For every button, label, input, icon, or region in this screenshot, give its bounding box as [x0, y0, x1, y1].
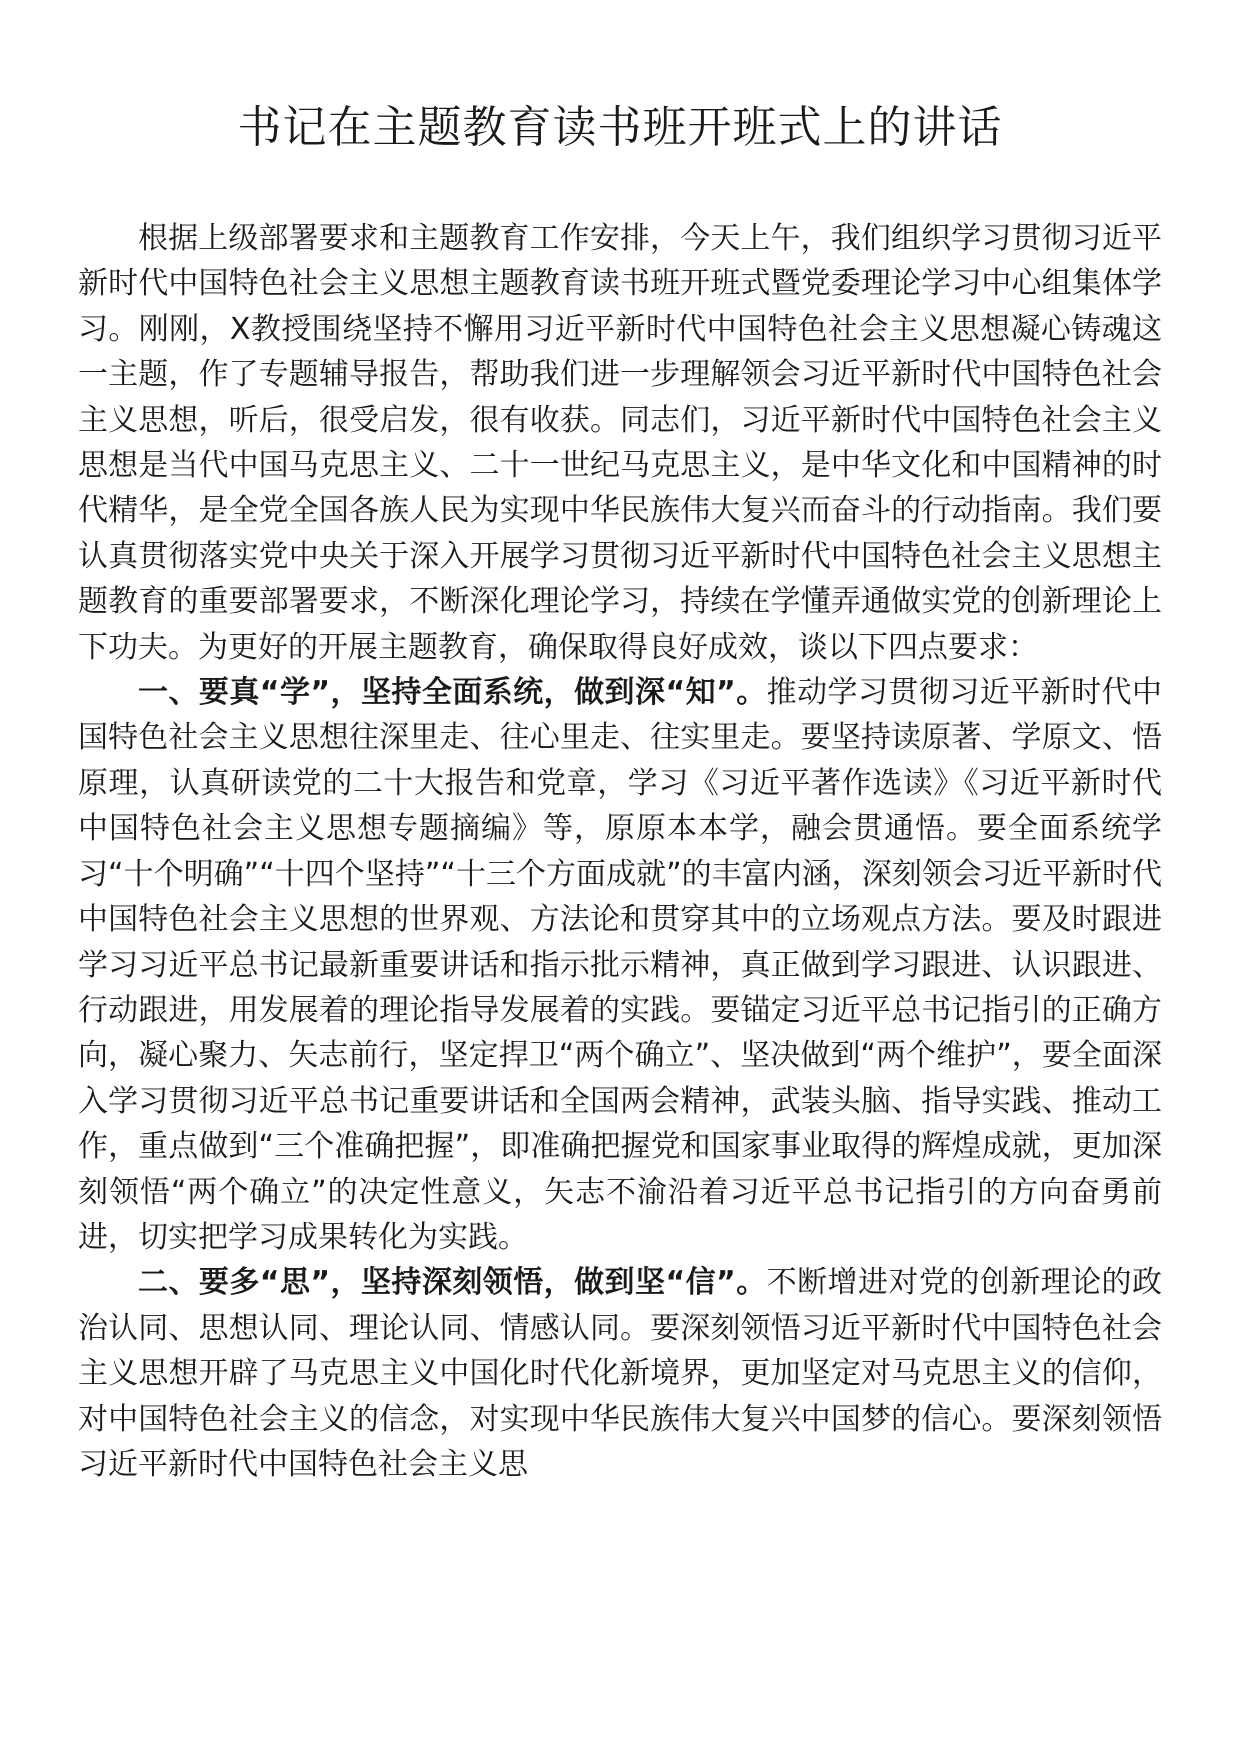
paragraph-point-one — [78, 670, 1162, 1260]
document-title: 书记在主题教育读书班开班式上的讲话 — [237, 102, 1003, 153]
paragraph-point-two — [78, 1260, 1162, 1487]
paragraph-text: 不断增进对党的创新理论的政治认同、思想认同、理论认同、情感认同。要深刻领悟习近平新时代中国特色社会主义思想开辟了马克思主义中国化时代化新境界，更加坚定对马克思主义的信仰，对中国特色社会主义的信念，对实现中华民族伟大复兴中国梦的信心。要深刻领悟习近平新时代中国特色社会主义思 — [78, 1265, 1162, 1482]
paragraph-text: 根据上级部署要求和主题教育工作安排，今天上午，我们组织学习贯彻习近平新时代中国特色社会主义思想主题教育读书班开班式暨党委理论学习中心组集体学习。刚刚，X教授围绕坚持不懈用习近平新时代中国特色社会主义思想凝心铸魂这一主题，作了专题辅导报告，帮助我们进一步理解领会习近平新时代中国特色社会主义思想，听后，很受启发，很有收获。同志们，习近平新时代中国特色社会主义思想是当代中国马克思主义、二十一世纪马克思主义，是中华文化和中国精神的时代精华，是全党全国各族人民为实现中华民族伟大复兴而奋斗的行动指南。我们要认真贯彻落实党中央关于深入开展学习贯彻习近平新时代中国特色社会主义思想主题教育的重要部署要求，不断深化理论学习，持续在学懂弄通做实党的创新理论上下功夫。为更好的开展主题教育，确保取得良好成效，谈以下四点要求： — [78, 221, 1162, 665]
paragraph-heading: 一、要真“学”，坚持全面系统，做到深“知”。 — [138, 675, 767, 711]
paragraph-heading: 二、要多“思”，坚持深刻领悟，做到坚“信”。 — [138, 1265, 767, 1301]
paragraph-intro — [78, 216, 1162, 670]
paragraph-text: 推动学习贯彻习近平新时代中国特色社会主义思想往深里走、往心里走、往实里走。要坚持读原著、学原文、悟原理，认真研读党的二十大报告和党章，学习《习近平著作选读》《习近平新时代中国特色社会主义思想专题摘编》等，原原本本学，融会贯通悟。要全面系统学习“十个明确”“十四个坚持”“十三个方面成就”的丰富内涵，深刻领会习近平新时代中国特色社会主义思想的世界观、方法论和贯穿其中的立场观点方法。要及时跟进学习习近平总书记最新重要讲话和指示批示精神，真正做到学习跟进、认识跟进、行动跟进，用发展着的理论指导发展着的实践。要锚定习近平总书记指引的正确方向，凝心聚力、矢志前行，坚定捍卫“两个确立”、坚决做到“两个维护”，要全面深入学习贯彻习近平总书记重要讲话和全国两会精神，武装头脑、指导实践、推动工作，重点做到“三个准确把握”，即准确把握党和国家事业取得的辉煌成就，更加深刻领悟“两个确立”的决定性意义，矢志不渝沿着习近平总书记指引的方向奋勇前进，切实把学习成果转化为实践。 — [78, 675, 1162, 1255]
document-body — [78, 216, 1162, 1487]
